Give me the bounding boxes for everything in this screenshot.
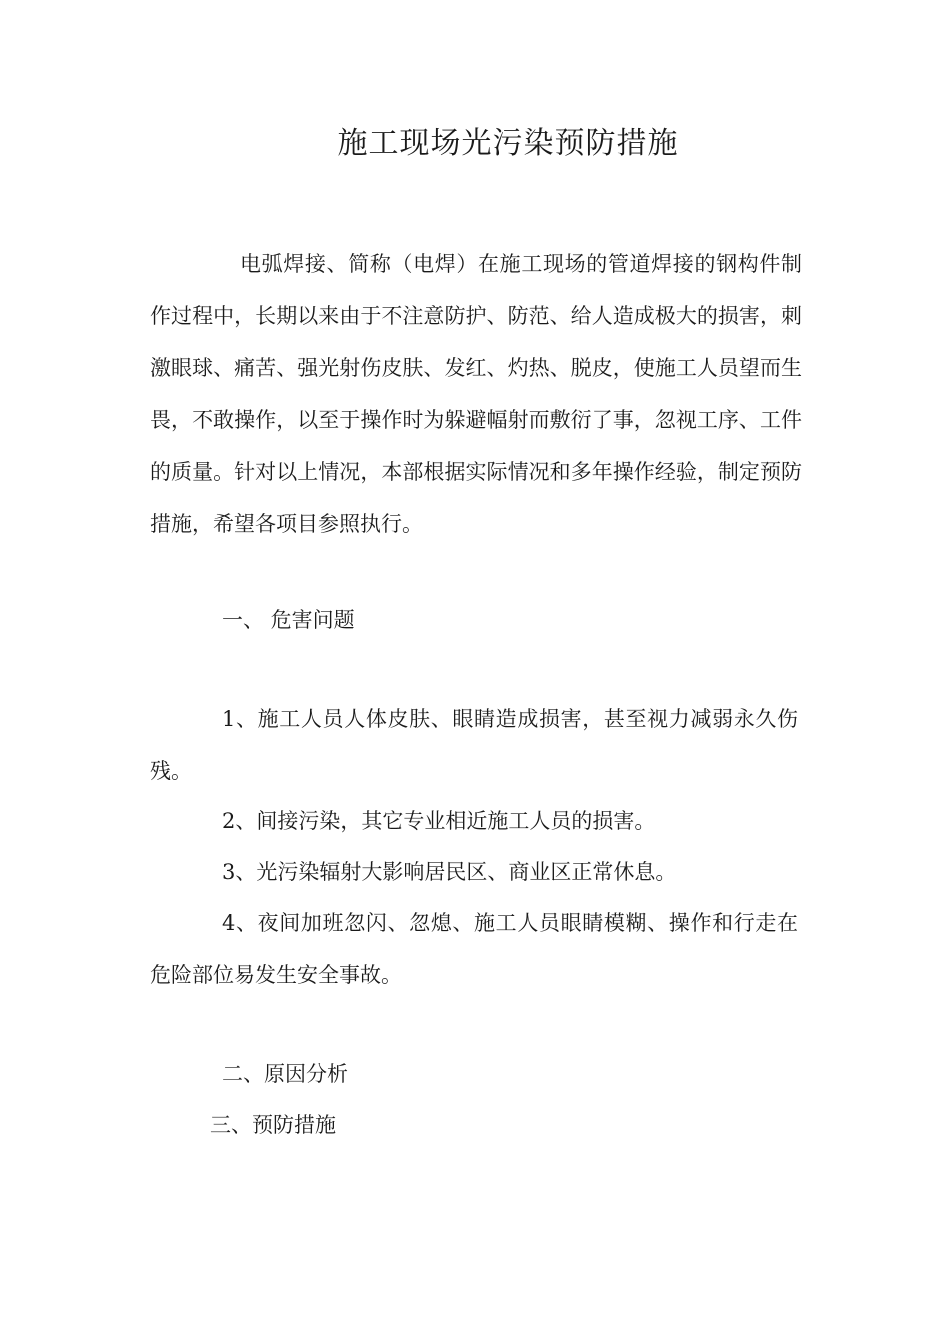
section-heading-hazards: 一、 危害问题 — [222, 608, 355, 632]
section-heading-prevention: 三、预防措施 — [210, 1113, 336, 1137]
hazard-item-2: 2、间接污染，其它专业相近施工人员的损害。 — [222, 809, 656, 833]
hazard-item-4: 4、夜间加班忽闪、忽熄、施工人员眼睛模糊、操作和行走在危险部位易发生安全事故。 — [150, 911, 798, 987]
intro-paragraph: 电弧焊接、简称（电焊）在施工现场的管道焊接的钢构件制作过程中，长期以来由于不注意防护、防范、给人造成极大的损害，刺激眼球、痛苦、强光射伤皮肤、发红、灼热、脱皮，使施工人员望而生畏，不敢操作，以至于操作时为躲避幅射而敷衍了事，忽视工序、工件的质量。针对以上情况，本部根据实际情况和多年操作经验，制定预防措施，希望各项目参照执行。 — [150, 252, 802, 536]
section-heading-cause-analysis: 二、原因分析 — [222, 1062, 348, 1086]
document-title: 施工现场光污染预防措施 — [337, 126, 679, 161]
hazard-item-3: 3、光污染辐射大影响居民区、商业区正常休息。 — [222, 860, 677, 884]
hazard-item-1: 1、施工人员人体皮肤、眼睛造成损害，甚至视力减弱永久伤残。 — [150, 707, 798, 783]
